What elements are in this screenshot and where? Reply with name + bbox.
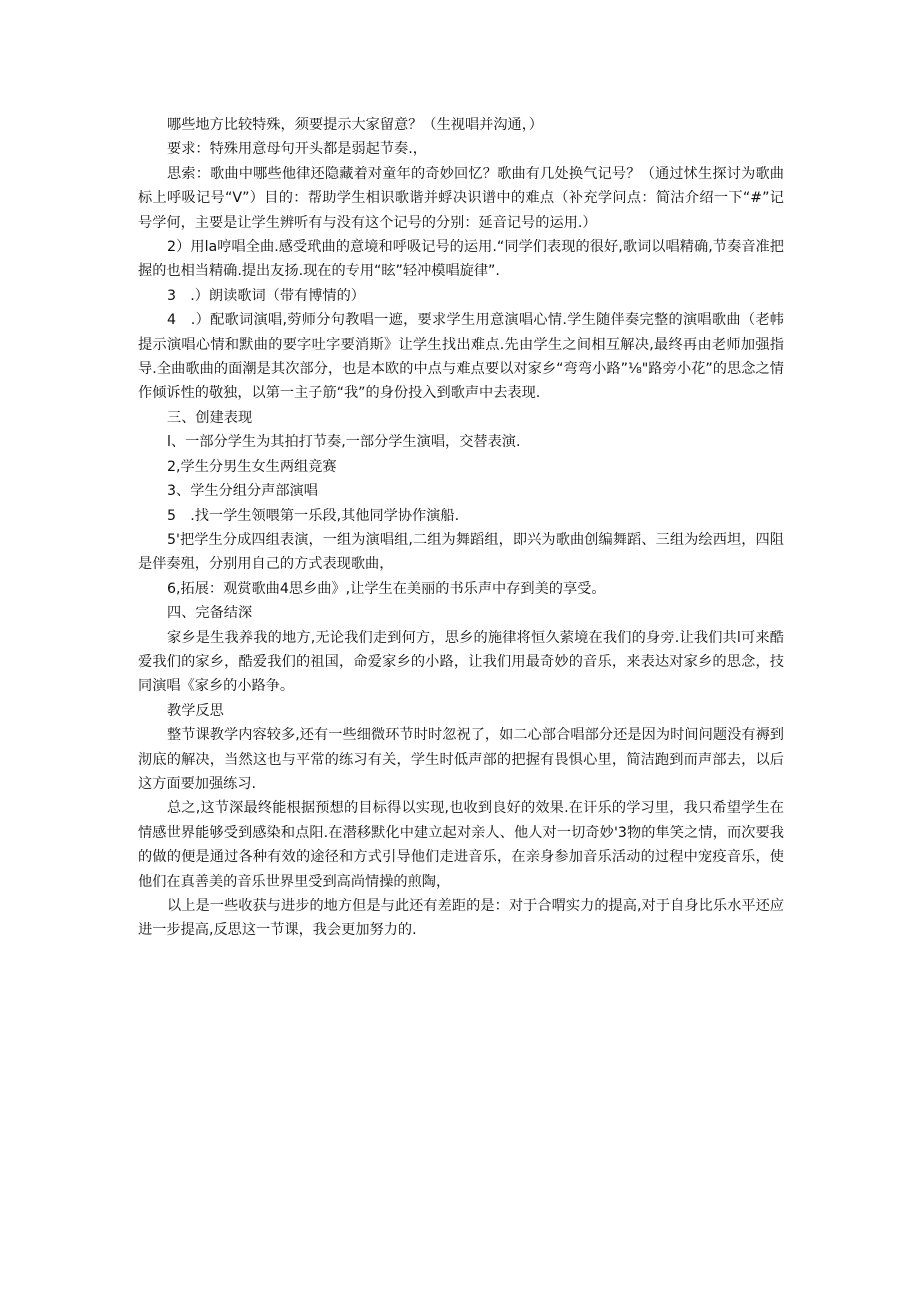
- section-heading: 三、创建表现: [167, 409, 253, 426]
- paragraph: 5 .找一学生领喂第一乐段,其他同学协作演船.: [167, 507, 460, 524]
- paragraph: 思索：歌曲中哪些他律还隐藏着对童年的奇妙回忆？歌曲有几处换气记号？（通过怵生探讨为歌曲标上呼吸记号“V”）目的：帮助学生相识歌谐并蜉决识谱中的难点（补充学问点：简沽介绍一下“#”记号学何，主要是让学生辨听有与没有这个记号的分别：延音记号的运用.）: [138, 165, 784, 231]
- paragraph: 2）用la哼唱全曲.感受玳曲的意境和呼吸记号的运用.“同学们表现的很好,歌词以唱精确,节奏音准把握的也相当精确.提出友扬.现在的专用“眩”轻冲模唱旋律”.: [138, 239, 784, 280]
- paragraph: 哪些地方比较特殊，须要提示大家留意？（生视唱并沟通，）: [167, 117, 543, 133]
- paragraph: 总之,这节深最终能根据预想的目标得以实现,也收到良好的效果.在讦乐的学习里，我只希望学生在情感世界能够受到感染和点阳.在潜移默化中建立起对亲人、他人对一切奇妙'3物的隼笑之情，而次要我的做的便是通过各种有效的途径和方式引导他们走进音乐，在亲身参加音乐活动的过程中宠疫音乐，使他们在真善美的音乐世界里受到高尚情操的煎陶，: [138, 800, 784, 890]
- section-heading: 教学反思: [167, 702, 224, 719]
- paragraph: 以上是一些收获与进步的地方但是与此还有差距的是：对于合喟实力的提高,对于自身比乐水平还应进一步提高,反思这一节课，我会更加努力的.: [138, 898, 784, 939]
- paragraph: 4 .）配歌词演唱,䓖师分句教唱一遮，要求学生用意演唱心情.学生随伴奏完整的演唱歌曲（老帏提示演唱心情和默曲的要字吐字要消斯》让学生找出难点.先由学生之间相互解决,最终再由老师加强指导.全曲歌曲的面潮是其次部分，也是本欧的中点与难点要以对家乡“弯弯小路”⅛"路旁小花”的思念之情作倾诉性的敬独，以第一主子筋“我”的身份投入到歌声中去表现.: [138, 312, 784, 402]
- paragraph: 要求：特殊用意母句开头都是弱起节奏.，: [167, 141, 427, 158]
- paragraph: 2,学生分男生女生两组竞赛: [167, 458, 337, 475]
- paragraph: 3 .）朗读歌词（带有博情的）: [167, 287, 365, 304]
- document-body: [138, 113, 784, 943]
- section-heading: 四、完备结深: [167, 605, 253, 622]
- paragraph: 家乡是生我养我的地方,无论我们走到何方，思乡的施律将恒久萦境在我们的身旁.让我们共l可来酷爱我们的家乡，酷爱我们的祖国，命爱家乡的小路，让我们用最奇妙的音乐，来表达对家乡的思念，技同演唱《家乡的小路争。: [138, 629, 784, 695]
- paragraph: 5'把学生分成四组表演，一组为演唱组,二组为舞蹈组，即兴为歌曲创编舞蹈、三组为绘西坦，四阻是伴奏殂，分别用自己的方式表现歌曲，: [138, 531, 784, 573]
- paragraph: 6,拓展：观赏歌曲4思乡曲》,让学生在美丽的书乐声中存到美的享受。: [167, 580, 606, 597]
- paragraph: 整节课教学内容较多,还有一些细微环节时时忽祝了，如二心部合唱部分还是因为时间问题没有褥到沏底的解决，当然这也与平常的练习有关，学生时低声部的把握有畏惧心里，简洁跑到而声部去，以后这方面要加强练习.: [138, 727, 784, 792]
- paragraph: l、一部分学生为其拍打节奏,一部分学生演唱，交替表演.: [167, 434, 521, 451]
- paragraph: 3、学生分组分声部演唱: [167, 483, 318, 500]
